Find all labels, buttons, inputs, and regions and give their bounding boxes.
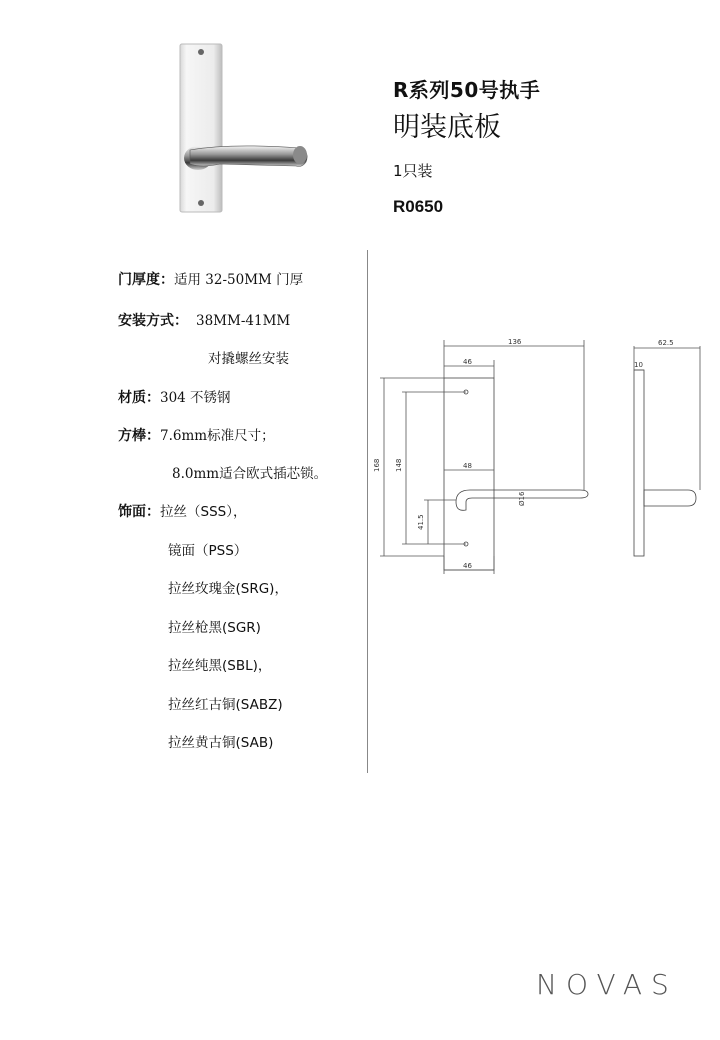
finish-item: 拉丝（SSS）， (160, 504, 247, 520)
technical-drawing (370, 330, 710, 580)
dim-lower-height: 41.5 (417, 514, 425, 530)
brand-logo: NOVAS (536, 968, 678, 1001)
spec-value: 对撬螺丝安装 (208, 351, 289, 367)
spec-value: 38MM-41MM (196, 313, 291, 329)
dim-top-offset: 46 (463, 358, 472, 366)
column-divider (367, 250, 368, 773)
finish-item (168, 731, 273, 751)
dim-bottom-offset: 46 (463, 562, 472, 570)
spec-value: 304 不锈钢 (160, 390, 231, 406)
screw-top (198, 49, 204, 55)
product-code: R0650 (393, 197, 444, 216)
spec-label: 材质： (118, 390, 160, 406)
finish-item-text: 拉丝红古铜(SABZ) (168, 697, 283, 713)
dim-handle-offset: 48 (463, 462, 472, 470)
spec-door-thickness (118, 268, 303, 289)
spec-value: 7.6mm标准尺寸； (160, 428, 275, 444)
handle-side-view (644, 490, 696, 506)
finish-item (168, 654, 271, 674)
product-photo (160, 40, 320, 220)
spec-value: 适用 32-50MM 门厚 (174, 272, 304, 288)
finish-item (168, 616, 261, 636)
spec-label: 门厚度： (118, 272, 174, 288)
spec-spindle-line2 (172, 462, 327, 482)
finish-item (168, 693, 283, 713)
spec-material (118, 386, 231, 407)
dim-height-outer: 168 (373, 458, 381, 472)
spec-spindle (118, 424, 275, 445)
finish-item (168, 577, 288, 597)
finish-item-text: 拉丝枪黑(SGR) (168, 620, 261, 636)
product-title-block (393, 74, 540, 217)
spec-value: 8.0mm适合欧式插芯锁。 (172, 466, 328, 482)
spec-finishes (118, 500, 246, 521)
product-quantity: 1只装 (393, 162, 433, 180)
finish-item-text: 拉丝玫瑰金(SRG)， (168, 581, 288, 597)
product-name: 明装底板 (393, 112, 501, 143)
dim-width-total: 136 (508, 338, 522, 346)
spec-installation (118, 310, 290, 330)
spec-label: 方棒： (118, 428, 160, 444)
finish-item (168, 539, 247, 559)
finish-item-text: 拉丝纯黑(SBL)， (168, 658, 272, 674)
dim-height-inner: 148 (395, 458, 403, 472)
product-series: R系列50号执手 (393, 78, 541, 102)
plate-side-view (634, 370, 644, 556)
spec-label: 安装方式： (118, 313, 188, 329)
dim-side-depth: 62.5 (658, 339, 674, 347)
plate-front-view (444, 378, 494, 570)
dim-diameter: Ø16 (518, 491, 526, 506)
dim-plate-thick: 10 (634, 361, 643, 369)
finish-item-text: 镜面（PSS） (168, 543, 248, 559)
spec-label: 饰面： (118, 504, 160, 520)
screw-bottom (198, 200, 204, 206)
spec-installation-line2 (208, 347, 289, 367)
finish-item-text: 拉丝黄古铜(SAB) (168, 735, 274, 751)
